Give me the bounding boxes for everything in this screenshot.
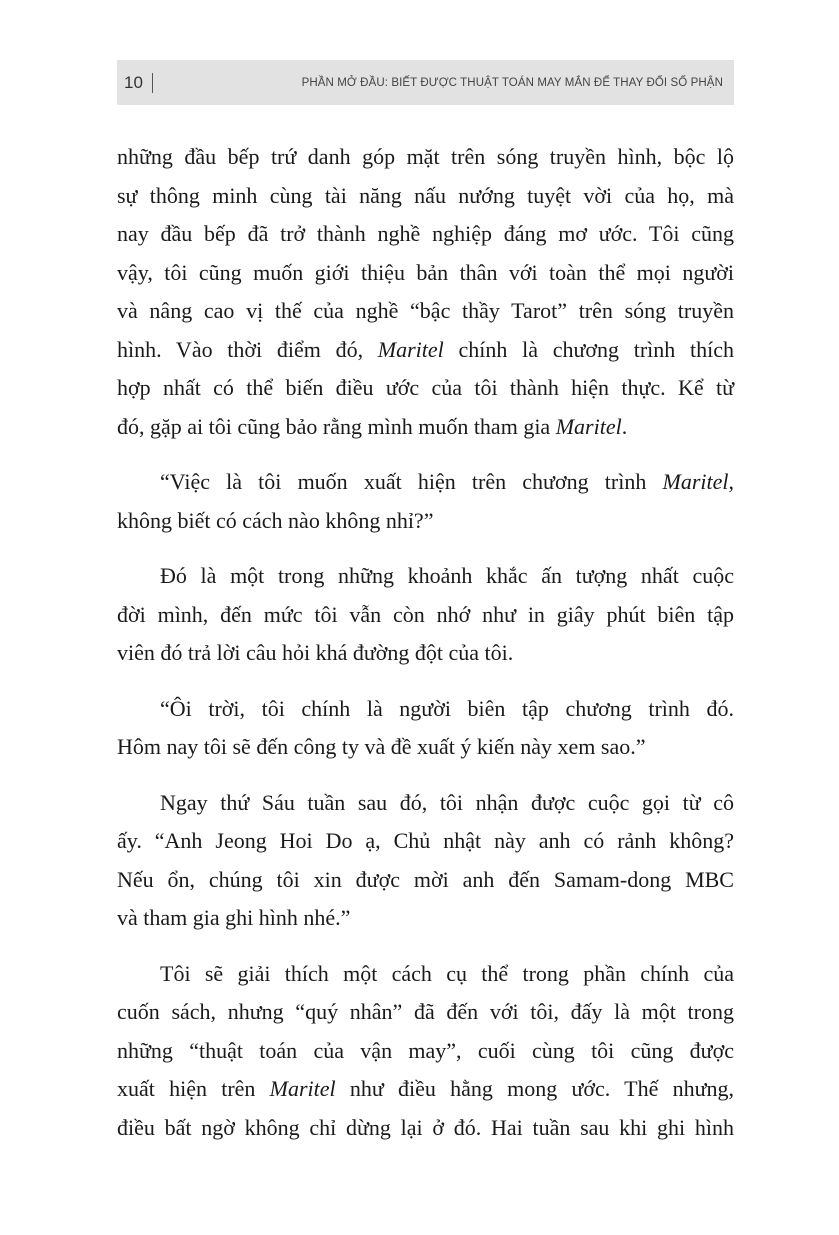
text-line: điều bất ngờ không chỉ dừng lại ở đó. Hai tuần sau khi ghi hình	[117, 1114, 734, 1140]
text-line: ấy. “Anh Jeong Hoi Do ạ, Chủ nhật này anh có rảnh không?	[117, 828, 734, 853]
text-line: sự thông minh cùng tài năng nấu nướng tuyệt vời của họ, mà	[117, 182, 734, 208]
text-line: không biết có cách nào không nhỉ?”	[117, 507, 434, 533]
text-line: xuất hiện trên Maritel như điều hằng mong ước. Thế nhưng,	[117, 1076, 734, 1101]
show-title: Maritel	[269, 1076, 336, 1101]
text-line: và nâng cao vị thế của nghề “bậc thầy Tarot” trên sóng truyền	[117, 298, 734, 323]
text-line: Đó là một trong những khoảnh khắc ấn tượng nhất cuộc	[160, 563, 734, 588]
text-line: đó, gặp ai tôi cũng bảo rằng mình muốn tham gia Maritel.	[117, 413, 628, 439]
paragraph	[117, 955, 734, 1148]
page-number: 10	[124, 73, 143, 92]
text-line: nay đầu bếp đã trở thành nghề nghiệp đáng mơ ước. Tôi cũng	[117, 221, 734, 246]
body-text	[117, 138, 734, 1147]
show-title: Maritel	[377, 336, 444, 362]
paragraph	[117, 463, 734, 540]
chapter-title: PHẦN MỞ ĐẦU: BIẾT ĐƯỢC THUẬT TOÁN MAY MẮN ĐỂ THAY ĐỔI SỐ PHẬN	[301, 77, 723, 89]
text-line: Hôm nay tôi sẽ đến công ty và đề xuất ý kiến này xem sao.”	[117, 734, 646, 759]
header-divider	[152, 73, 153, 93]
paragraph	[117, 690, 734, 767]
text-line: viên đó trả lời câu hỏi khá đường đột của tôi.	[117, 640, 514, 665]
text-line: Ngay thứ Sáu tuần sau đó, tôi nhận được cuộc gọi từ cô	[160, 789, 734, 815]
text-line: đời mình, đến mức tôi vẫn còn nhớ như in giây phút biên tập	[117, 601, 734, 627]
paragraph	[117, 557, 734, 673]
text-line: hình. Vào thời điểm đó, Maritel chính là chương trình thích	[117, 336, 734, 362]
show-title: Maritel	[662, 469, 729, 494]
text-line: Nếu ổn, chúng tôi xin được mời anh đến Samam-dong MBC	[117, 866, 734, 892]
text-line: những “thuật toán của vận may”, cuối cùng tôi cũng được	[117, 1037, 734, 1063]
show-title: Maritel	[555, 413, 622, 439]
text-line: những đầu bếp trứ danh góp mặt trên sóng truyền hình, bộc lộ	[117, 144, 734, 169]
text-line: “Ôi trời, tôi chính là người biên tập chương trình đó.	[160, 695, 734, 721]
text-line: hợp nhất có thể biến điều ước của tôi thành hiện thực. Kể từ	[117, 375, 734, 400]
paragraph	[117, 784, 734, 938]
running-header	[117, 60, 734, 105]
text-line: cuốn sách, nhưng “quý nhân” đã đến với tôi, đấy là một trong	[117, 999, 734, 1024]
text-line: “Việc là tôi muốn xuất hiện trên chương trình Maritel,	[160, 469, 734, 494]
text-line: Tôi sẽ giải thích một cách cụ thể trong phần chính của	[160, 960, 734, 986]
text-line: vậy, tôi cũng muốn giới thiệu bản thân với toàn thể mọi người	[117, 259, 734, 285]
text-line: và tham gia ghi hình nhé.”	[117, 905, 351, 930]
paragraph	[117, 138, 734, 446]
